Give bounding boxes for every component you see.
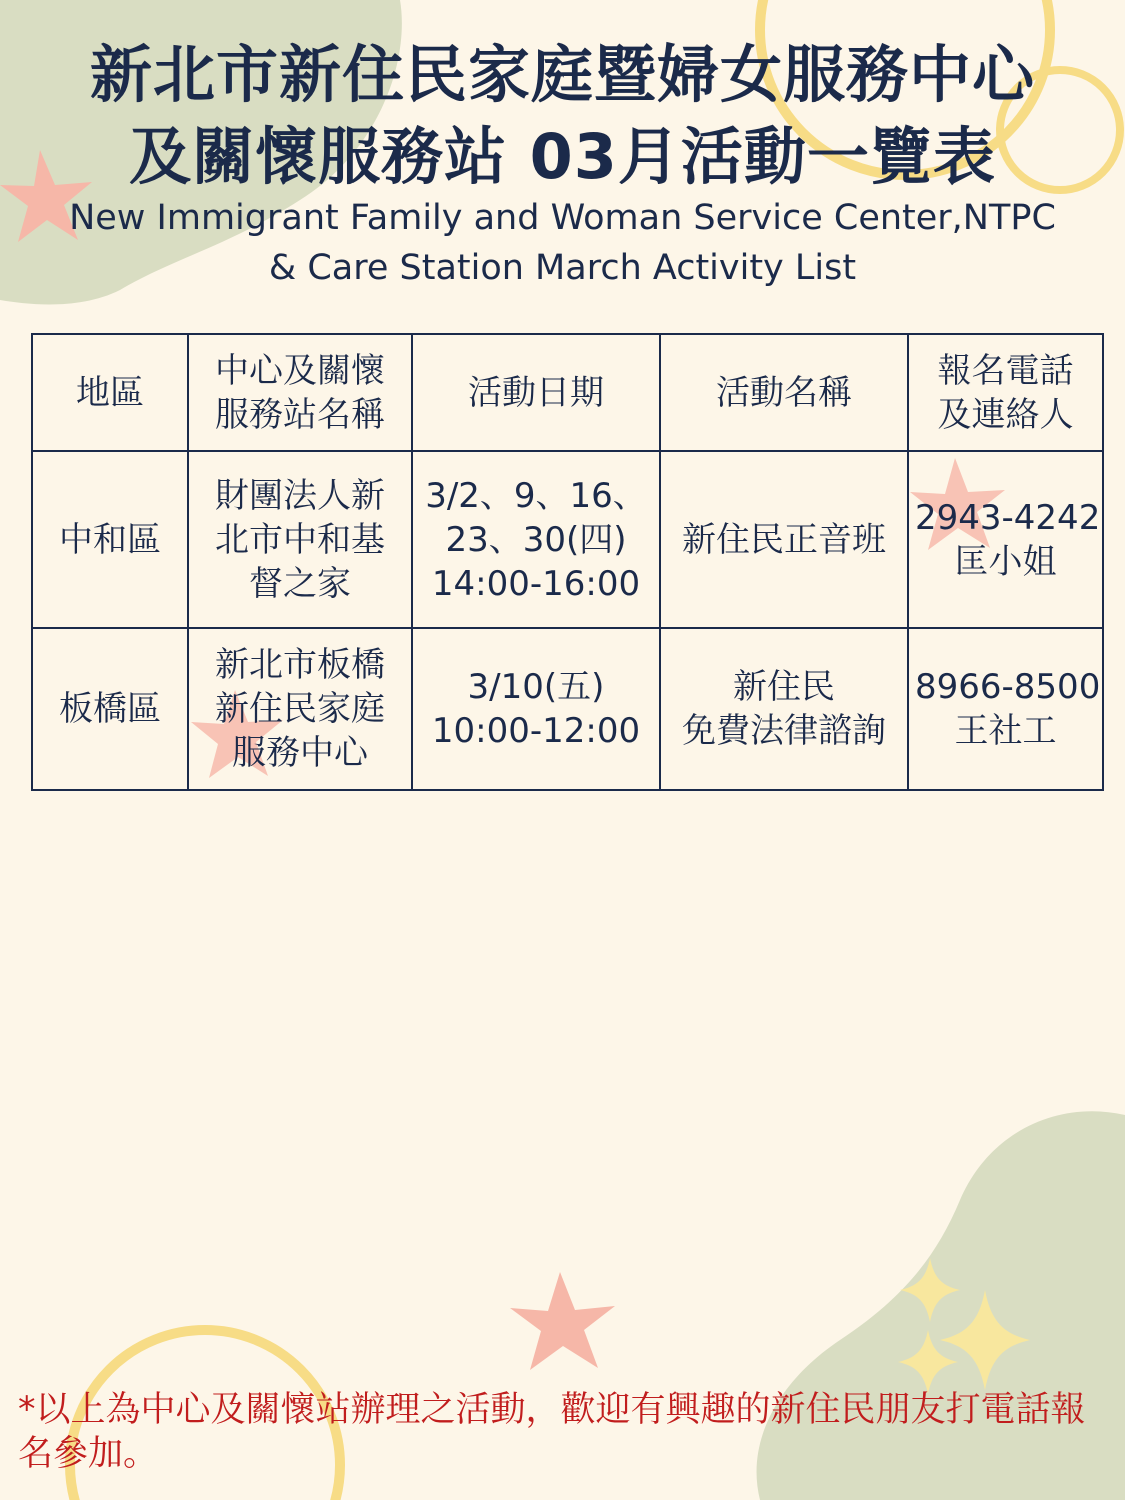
header-district: 地區 [32, 334, 188, 451]
cell-contact: 2943-4242 匡小姐 [908, 451, 1103, 628]
cell-activity-date: 3/10(五) 10:00-12:00 [412, 628, 660, 790]
cell-district: 中和區 [32, 451, 188, 628]
header-contact: 報名電話 及連絡人 [908, 334, 1103, 451]
header-activity-name: 活動名稱 [660, 334, 908, 451]
header-center-name: 中心及關懷 服務站名稱 [188, 334, 412, 451]
cell-contact: 8966-8500 王社工 [908, 628, 1103, 790]
page-title-line-2: 及關懷服務站 03月活動一覽表 [129, 120, 996, 193]
table-row [32, 628, 1103, 790]
page-title-line-1: 新北市新住民家庭暨婦女服務中心 [89, 38, 1035, 111]
table-row [32, 451, 1103, 628]
english-title-line-2: & Care Station March Activity List [268, 248, 857, 288]
header-activity-date: 活動日期 [412, 334, 660, 451]
cell-activity-name: 新住民正音班 [660, 451, 908, 628]
cell-activity-date: 3/2、9、16、 23、30(四) 14:00-16:00 [412, 451, 660, 628]
cell-center-name: 財團法人新 北市中和基 督之家 [188, 451, 412, 628]
cell-district: 板橋區 [32, 628, 188, 790]
table-header-row [32, 334, 1103, 451]
activity-table [31, 333, 1104, 791]
footer-note: *以上為中心及關懷站辦理之活動，歡迎有興趣的新住民朋友打電話報名參加。 [18, 1390, 1086, 1474]
cell-center-name: 新北市板橋 新住民家庭 服務中心 [188, 628, 412, 790]
cell-activity-name: 新住民 免費法律諮詢 [660, 628, 908, 790]
english-title-line-1: New Immigrant Family and Woman Service Center,NTPC [69, 198, 1056, 238]
